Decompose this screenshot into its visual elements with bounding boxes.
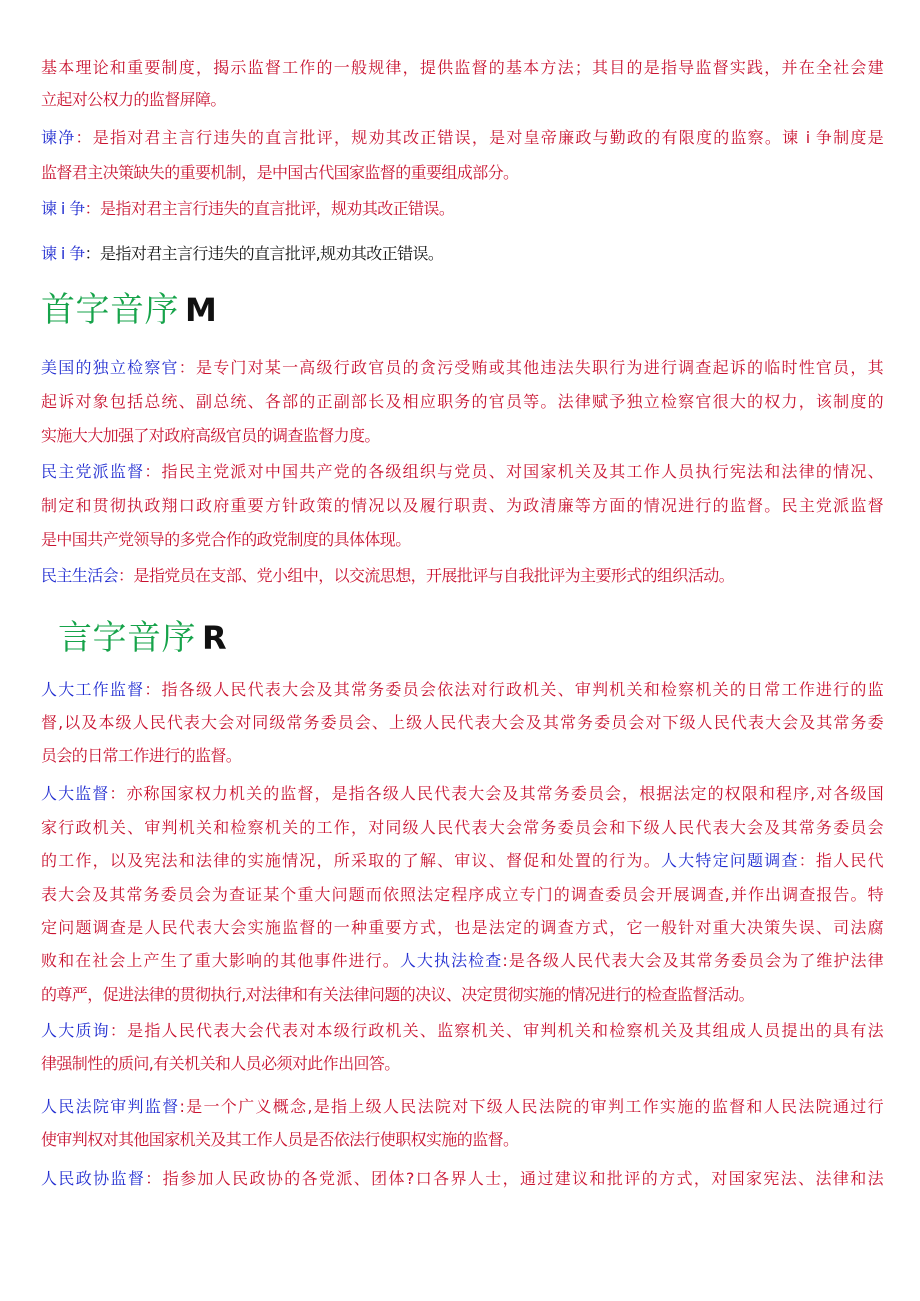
text-line	[41, 1097, 883, 1117]
text-line: 基本理论和重要制度，揭示监督工作的一般规律，提供监督的基本方法；其目的是指导监督实践，并在全社会建	[41, 58, 883, 77]
heading-letter: M	[185, 291, 218, 329]
heading-letter: R	[202, 619, 228, 657]
text-line: 立起对公权力的监督屏障。	[41, 90, 226, 109]
term-label: 人大质询	[41, 1021, 110, 1040]
text-line: 员会的日常工作进行的监督。	[41, 746, 242, 765]
definition-text: ：是指党员在支部、党小组中，以交流思想，开展批评与自我批评为主要形式的组织活动。	[118, 566, 735, 585]
text-line	[41, 680, 883, 700]
text-line	[41, 951, 883, 971]
text-line	[41, 851, 883, 871]
term-label: 民主党派监督	[41, 462, 145, 481]
term-label: 人民政协监督	[41, 1169, 146, 1188]
term-label: 人大工作监督	[41, 680, 145, 699]
text-line	[41, 1021, 883, 1041]
text-line: 监督君主决策缺失的重要机制，是中国古代国家监督的重要组成部分。	[41, 163, 519, 182]
heading-label: 首字音序	[41, 290, 179, 330]
text-line	[41, 128, 883, 148]
text-line: 的尊严，促进法律的贯彻执行,对法律和有关法律问题的决议、决定贯彻实施的情况进行的检查监督活动。	[41, 985, 754, 1004]
section-heading-m	[41, 290, 217, 330]
section-heading-r	[58, 618, 227, 658]
text-line: 家行政机关、审判机关和检察机关的工作，对同级人民代表大会常务委员会和下级人民代表大会及其常务委员会	[41, 818, 883, 837]
text-line	[41, 1169, 883, 1189]
text-line: 是中国共产党领导的多党合作的政党制度的具体体现。	[41, 530, 411, 549]
text-line	[41, 462, 883, 482]
term-label: 人大特定问题调查	[660, 851, 799, 870]
term-label: 人民法院审判监督	[41, 1097, 180, 1116]
definition-text: ：是指对君主言行违失的直言批评，规劝其改正错误，是对皇帝廉政与勤政的有限度的监察。谏 i 争制度是	[75, 128, 883, 147]
text-line	[41, 566, 734, 586]
term-label: 民主生活会	[41, 566, 119, 585]
text-line: 律强制性的质问,有关机关和人员必须对此作出回答。	[41, 1054, 400, 1073]
term-label: 谏 i 争	[41, 199, 85, 218]
text-line: 使审判权对其他国家机关及其工作人员是否依法行使职权实施的监督。	[41, 1130, 519, 1149]
term-label: 人大执法检查	[399, 951, 503, 970]
text-line: 表大会及其常务委员会为查证某个重大问题而依照法定程序成立专门的调查委员会开展调查,并作出调查报告。特	[41, 885, 883, 904]
text-line: 督,以及本级人民代表大会对同级常务委员会、上级人民代表大会及其常务委员会对下级人民代表大会及其常务委	[41, 713, 883, 732]
definition-text: ：指各级人民代表大会及其常务委员会依法对行政机关、审判机关和检察机关的日常工作进行的监	[144, 680, 883, 699]
term-label: 人大监督	[41, 784, 110, 803]
definition-text: 败和在社会上产生了重大影响的其他事件进行。	[41, 951, 400, 970]
definition-text: ：是指对君主言行违失的直言批评,规劝其改正错误。	[84, 244, 444, 263]
term-label: 谏 i 争	[41, 244, 85, 263]
definition-text: ：指民主党派对中国共产党的各级组织与党员、对国家机关及其工作人员执行宪法和法律的情况、	[144, 462, 883, 481]
definition-text: ：是专门对某一高级行政官员的贪污受贿或其他违法失职行为进行调查起诉的临时性官员，其	[178, 358, 883, 377]
term-label: 谏净	[41, 128, 76, 147]
definition-text: ：指参加人民政协的各党派、团体?口各界人士，通过建议和批评的方式，对国家宪法、法律和法	[145, 1169, 883, 1188]
definition-text: ：是指人民代表大会代表对本级行政机关、监察机关、审判机关和检察机关及其组成人员提出的具有法	[109, 1021, 883, 1040]
definition-text: ：亦称国家权力机关的监督，是指各级人民代表大会及其常务委员会，根据法定的权限和程序,对各级国	[109, 784, 883, 803]
text-line	[41, 358, 883, 378]
definition-text: ：是指对君主言行违失的直言批评，规劝其改正错误。	[84, 199, 455, 218]
definition-text: :是一个广义概念,是指上级人民法院对下级人民法院的审判工作实施的监督和人民法院通过行	[179, 1097, 883, 1116]
term-label: 美国的独立检察官	[41, 358, 179, 377]
text-line	[41, 199, 454, 219]
heading-label: 言字音序	[58, 618, 196, 658]
definition-text: 的工作，以及宪法和法律的实施情况，所采取的了解、审议、督促和处置的行为。	[41, 851, 661, 870]
text-line: 定问题调查是人民代表大会实施监督的一种重要方式，也是法定的调查方式，它一般针对重大决策失误、司法腐	[41, 918, 883, 937]
text-line	[41, 244, 443, 264]
text-line: 制定和贯彻执政翔口政府重要方针政策的情况以及履行职责、为政清廉等方面的情况进行的监督。民主党派监督	[41, 496, 883, 515]
definition-text: :是各级人民代表大会及其常务委员会为了维护法律	[502, 951, 884, 970]
definition-text: ：指人民代	[798, 851, 883, 870]
text-line: 实施大大加强了对政府高级官员的调查监督力度。	[41, 426, 380, 445]
text-line	[41, 784, 883, 804]
text-line: 起诉对象包括总统、副总统、各部的正副部长及相应职务的官员等。法律赋予独立检察官很大的权力，该制度的	[41, 392, 883, 411]
